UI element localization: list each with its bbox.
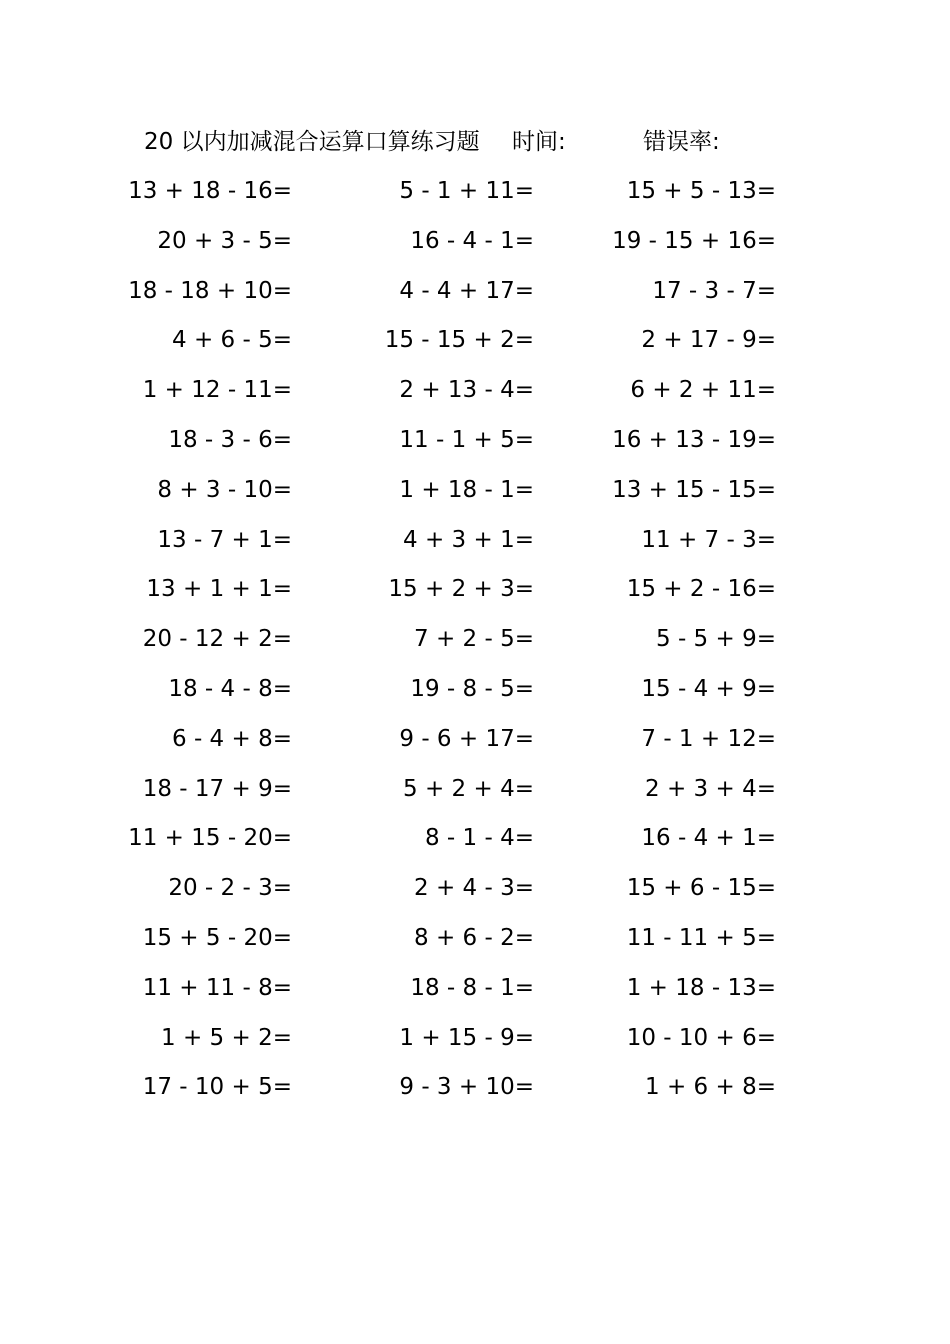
error-rate-label: 错误率: xyxy=(643,129,720,155)
math-problem: 4 + 6 - 5= xyxy=(172,327,292,354)
math-problem: 17 - 10 + 5= xyxy=(142,1074,292,1101)
math-problem: 9 - 3 + 10= xyxy=(399,1074,534,1101)
math-problem: 13 + 15 - 15= xyxy=(612,476,776,503)
problem-row xyxy=(0,171,950,221)
math-problem: 6 + 2 + 11= xyxy=(630,377,776,404)
math-problem: 6 - 4 + 8= xyxy=(172,725,292,752)
math-problem: 9 - 6 + 17= xyxy=(399,725,534,752)
problem-row xyxy=(0,420,950,470)
math-problem: 1 + 6 + 8= xyxy=(645,1074,776,1101)
math-problem: 16 - 4 + 1= xyxy=(641,825,776,852)
math-problem: 15 + 5 - 20= xyxy=(142,924,292,951)
problem-row xyxy=(0,520,950,570)
problem-row xyxy=(0,221,950,271)
math-problem: 11 + 15 - 20= xyxy=(128,825,292,852)
math-problem: 1 + 12 - 11= xyxy=(142,377,292,404)
problem-row xyxy=(0,1018,950,1068)
math-problem: 11 - 11 + 5= xyxy=(626,924,776,951)
math-problem: 19 - 8 - 5= xyxy=(410,675,534,702)
math-problem: 19 - 15 + 16= xyxy=(612,227,776,254)
math-problem: 15 + 5 - 13= xyxy=(626,178,776,204)
problem-row xyxy=(0,569,950,619)
problem-row xyxy=(0,818,950,868)
math-problem: 2 + 13 - 4= xyxy=(399,377,534,404)
math-problem: 13 + 1 + 1= xyxy=(146,576,292,603)
math-problem: 11 + 7 - 3= xyxy=(641,526,776,553)
math-problem: 1 + 15 - 9= xyxy=(399,1024,534,1051)
math-problem: 1 + 5 + 2= xyxy=(161,1024,292,1051)
math-problem: 7 - 1 + 12= xyxy=(641,725,776,752)
math-problem: 2 + 3 + 4= xyxy=(645,775,776,802)
math-problem: 15 + 6 - 15= xyxy=(626,875,776,902)
math-problem: 20 - 2 - 3= xyxy=(168,875,292,902)
math-problem: 15 - 15 + 2= xyxy=(384,327,534,354)
math-problem: 1 + 18 - 1= xyxy=(399,476,534,503)
math-problem: 20 - 12 + 2= xyxy=(142,626,292,653)
problem-row xyxy=(0,370,950,420)
problem-row xyxy=(0,968,950,1018)
math-problem: 18 - 8 - 1= xyxy=(410,974,534,1001)
math-problem: 13 + 18 - 16= xyxy=(128,178,292,204)
problem-row xyxy=(0,271,950,321)
math-problem: 18 - 18 + 10= xyxy=(128,277,292,304)
math-problem: 2 + 4 - 3= xyxy=(414,875,534,902)
math-problem: 17 - 3 - 7= xyxy=(652,277,776,304)
problem-row xyxy=(0,868,950,918)
math-problem: 4 - 4 + 17= xyxy=(399,277,534,304)
problem-row xyxy=(0,669,950,719)
math-problem: 8 - 1 - 4= xyxy=(424,825,534,852)
problem-grid xyxy=(0,171,950,1117)
math-problem: 15 - 4 + 9= xyxy=(641,675,776,702)
math-problem: 7 + 2 - 5= xyxy=(414,626,534,653)
math-problem: 20 + 3 - 5= xyxy=(157,227,292,254)
problem-row xyxy=(0,1067,950,1117)
math-problem: 5 + 2 + 4= xyxy=(403,775,534,802)
math-problem: 11 - 1 + 5= xyxy=(399,426,534,453)
math-problem: 10 - 10 + 6= xyxy=(626,1024,776,1051)
worksheet-title: 20 以内加减混合运算口算练习题 xyxy=(144,129,480,155)
math-problem: 18 - 3 - 6= xyxy=(168,426,292,453)
math-problem: 5 - 5 + 9= xyxy=(656,626,776,653)
problem-row xyxy=(0,769,950,819)
math-problem: 1 + 18 - 13= xyxy=(626,974,776,1001)
problem-row xyxy=(0,619,950,669)
math-problem: 4 + 3 + 1= xyxy=(403,526,534,553)
worksheet-header xyxy=(0,124,950,160)
math-problem: 5 - 1 + 11= xyxy=(399,178,534,204)
math-problem: 13 - 7 + 1= xyxy=(157,526,292,553)
problem-row xyxy=(0,918,950,968)
math-problem: 15 + 2 - 16= xyxy=(626,576,776,603)
math-problem: 18 - 4 - 8= xyxy=(168,675,292,702)
math-problem: 18 - 17 + 9= xyxy=(142,775,292,802)
time-label: 时间: xyxy=(512,129,566,155)
math-problem: 2 + 17 - 9= xyxy=(641,327,776,354)
math-problem: 16 + 13 - 19= xyxy=(612,426,776,453)
math-problem: 16 - 4 - 1= xyxy=(410,227,534,254)
math-problem: 11 + 11 - 8= xyxy=(142,974,292,1001)
math-problem: 8 + 3 - 10= xyxy=(157,476,292,503)
math-problem: 15 + 2 + 3= xyxy=(388,576,534,603)
problem-row xyxy=(0,719,950,769)
problem-row xyxy=(0,320,950,370)
math-problem: 8 + 6 - 2= xyxy=(414,924,534,951)
problem-row xyxy=(0,470,950,520)
